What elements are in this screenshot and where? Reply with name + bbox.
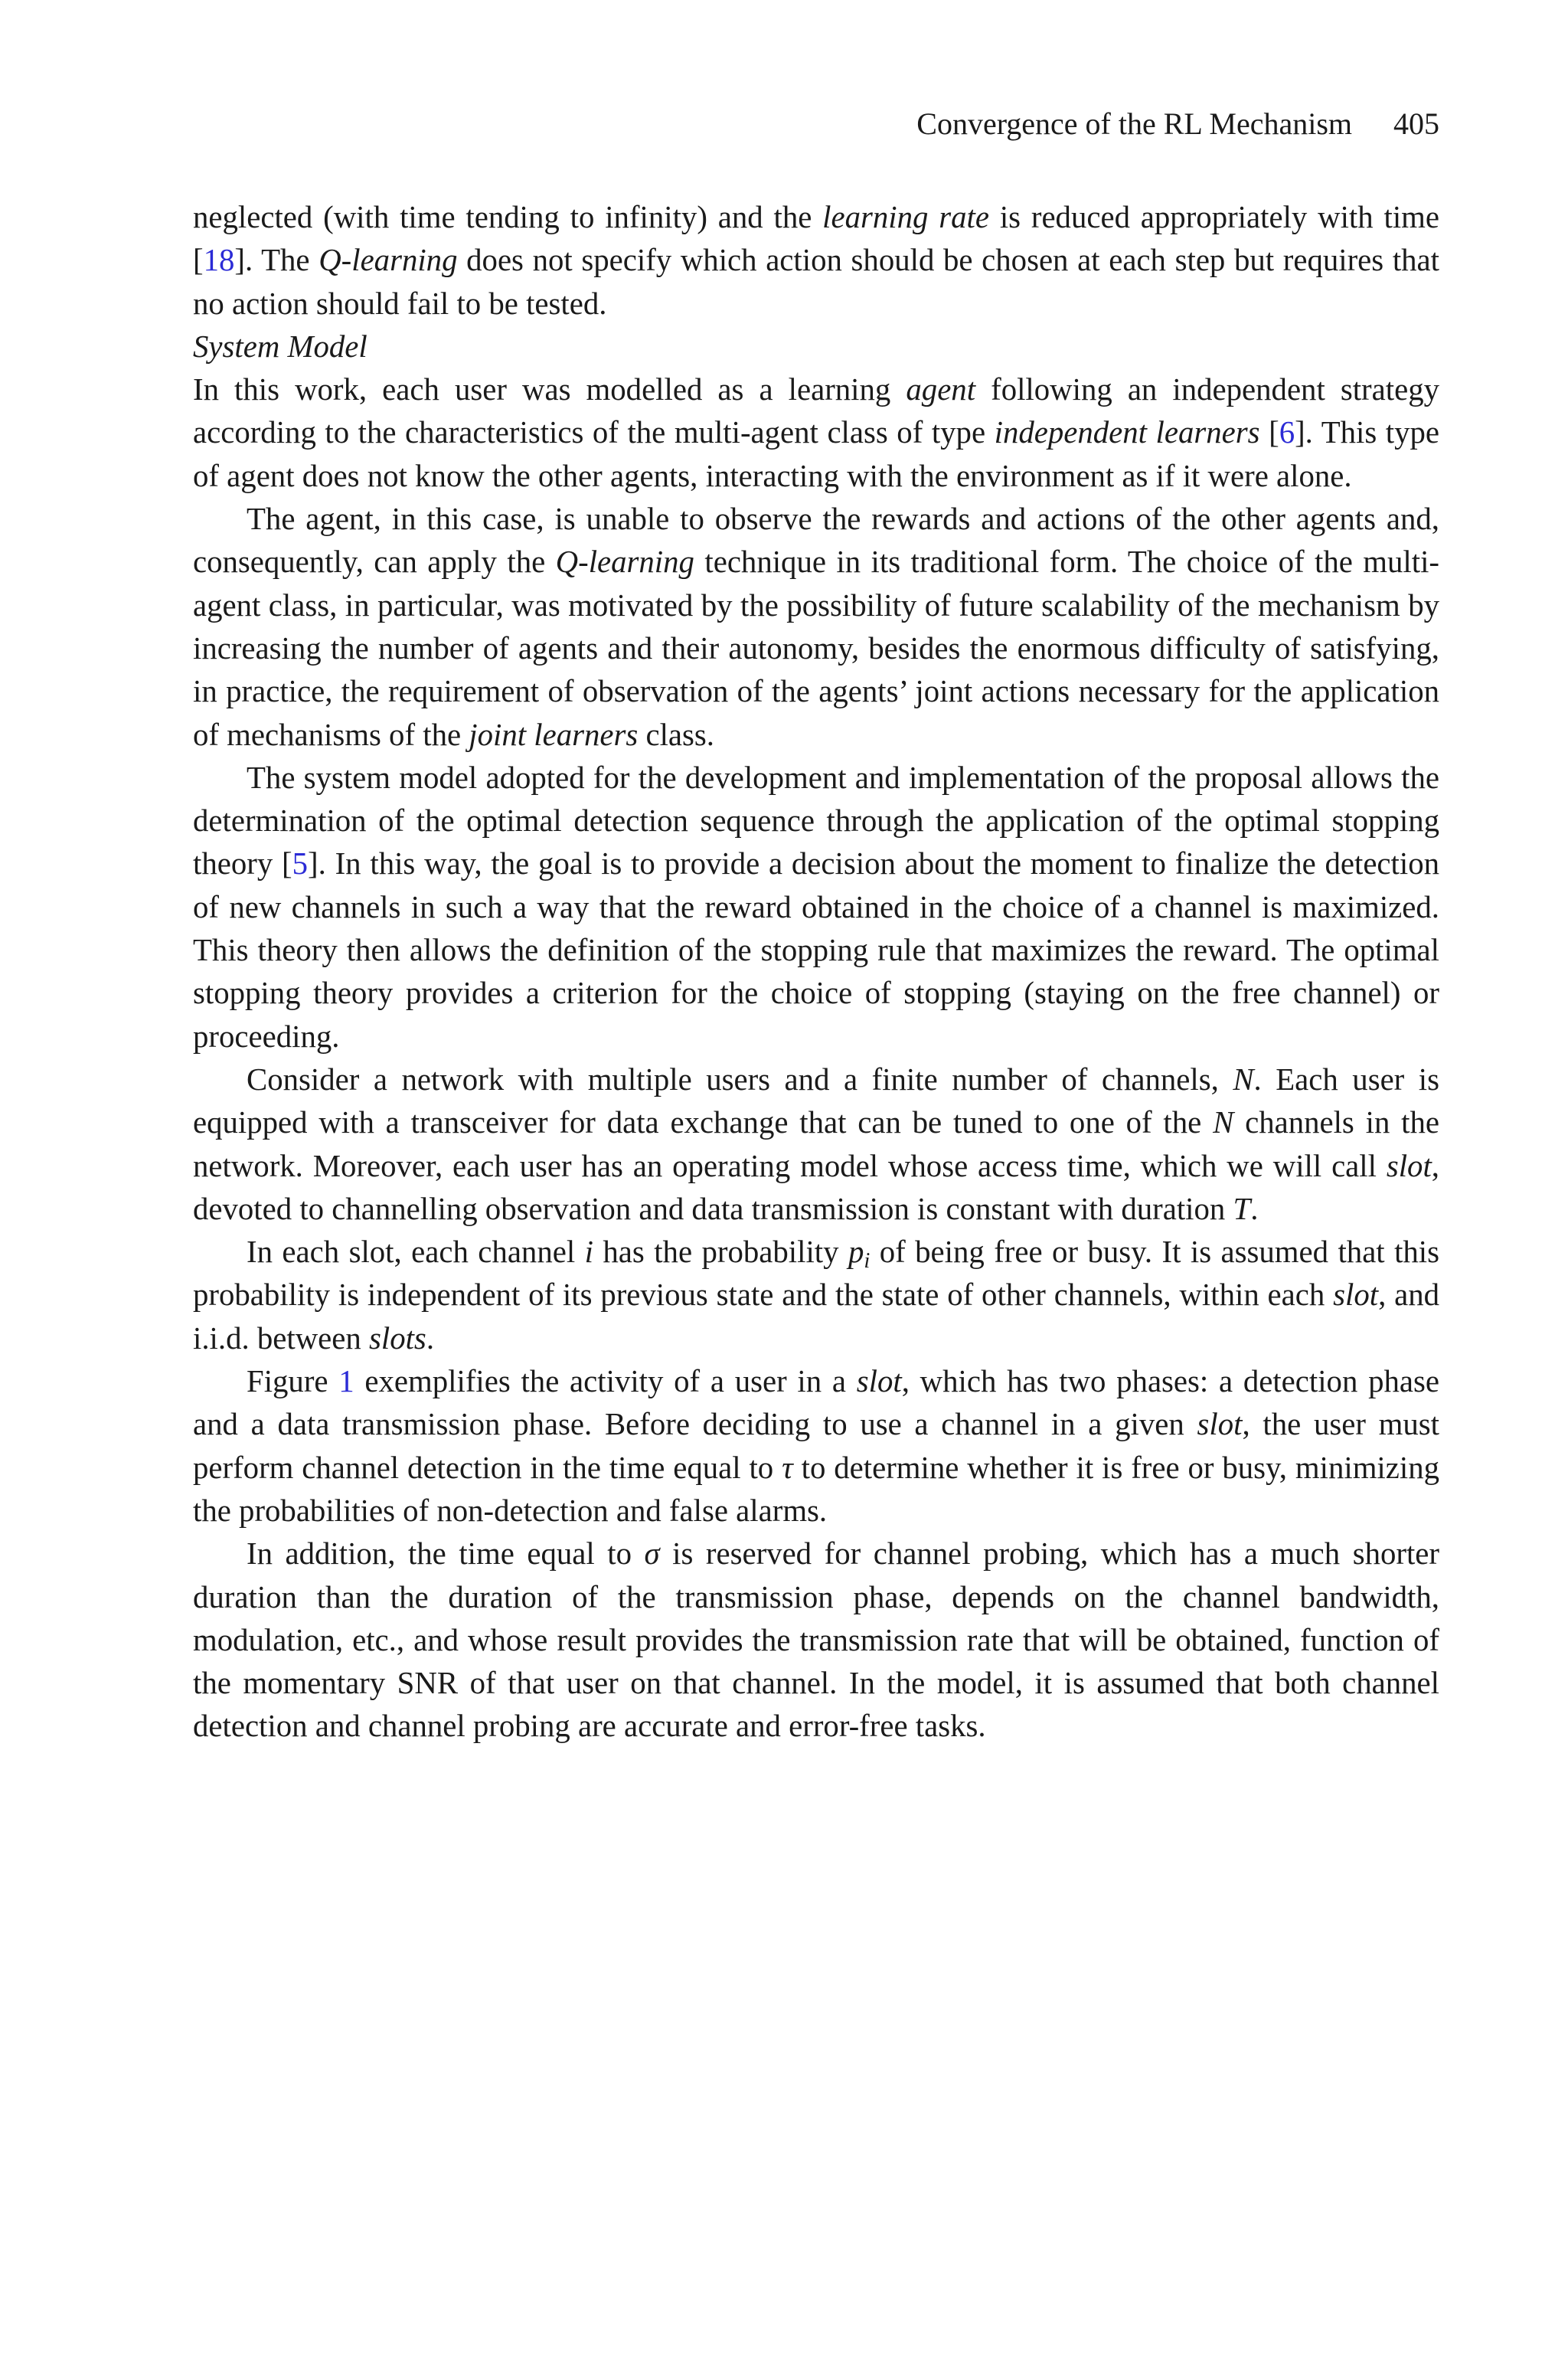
emphasis: joint learners (469, 717, 639, 752)
text-run: exemplifies the activity of a user in a (354, 1364, 857, 1399)
text-run: . Each user is equipped with a transceiver for data exchange that can be tuned to one of the (193, 1061, 1439, 1140)
text-run: does not specify which action should be chosen at each step but requires that no action should fail to be tested. (193, 243, 1439, 321)
running-head (916, 106, 1439, 142)
emphasis: slot (1386, 1148, 1432, 1183)
emphasis: slot (1333, 1277, 1379, 1313)
text-run: ]. This type of agent does not know the other agents, interacting with the environment as if it were alone. (193, 415, 1440, 493)
paragraph-3 (193, 757, 1439, 1058)
page-number: 405 (1393, 106, 1439, 141)
paragraph-continuation (193, 196, 1439, 325)
citation-link[interactable]: 6 (1279, 415, 1295, 450)
paragraph-6 (193, 1360, 1439, 1532)
text-run: ]. In this way, the goal is to provide a decision about the moment to finalize the detection of new channels in such a way that the reward obtained in the choice of a channel is maximized. This theory then allows the definition of the stopping rule that maximizes the reward. The optimal stopping theory provides a criterion for the choice of stopping (staying on the free channel) or proceeding. (193, 846, 1439, 1054)
text-run: , and i.i.d. between (193, 1277, 1439, 1356)
text-run: In addition, the time equal to (247, 1536, 645, 1572)
paragraph-2 (193, 498, 1439, 757)
text-run: neglected (with time tending to infinity) and the (193, 200, 823, 234)
text-run: , which has two phases: a detection phase and a data transmission phase. Before deciding to use a channel in a given (193, 1364, 1439, 1442)
running-title: Convergence of the RL Mechanism (916, 106, 1352, 141)
emphasis: slots (368, 1320, 426, 1356)
emphasis: Q-learning (555, 545, 694, 580)
emphasis: Q-learning (318, 243, 458, 278)
citation-link[interactable]: 5 (292, 846, 309, 882)
text-run: , devoted to channelling observation and data transmission is constant with duration (193, 1148, 1439, 1226)
math-symbol: p (848, 1235, 864, 1270)
text-run: class. (638, 717, 714, 752)
citation-link[interactable]: 18 (203, 243, 235, 278)
paragraph-7 (193, 1532, 1439, 1748)
math-symbol: N (1213, 1105, 1234, 1140)
paragraph-5 (193, 1231, 1439, 1360)
paragraph-4 (193, 1058, 1439, 1231)
text-run: [ (1259, 415, 1279, 450)
text-run: is reduced appropriately with time [ (193, 200, 1440, 278)
body-text (193, 196, 1439, 1748)
text-run: following an independent strategy according to the characteristics of the multi-agent class of type (193, 372, 1439, 450)
text-run: Consider a network with multiple users and a finite number of channels, (247, 1061, 1233, 1097)
paragraph-1 (193, 368, 1439, 498)
text-run: In this work, each user was modelled as a learning (193, 372, 906, 407)
math-symbol: N (1233, 1061, 1254, 1097)
text-run: The agent, in this case, is unable to observe the rewards and actions of the other agents and, consequently, can apply the (193, 502, 1439, 580)
math-symbol: T (1233, 1191, 1251, 1226)
section-heading: System Model (193, 329, 368, 364)
text-run: In each slot, each channel (247, 1235, 585, 1270)
emphasis: independent learners (994, 415, 1260, 450)
math-symbol: i (584, 1235, 593, 1270)
emphasis: learning rate (822, 200, 989, 234)
math-symbol: σ (644, 1536, 660, 1572)
emphasis: slot (1197, 1407, 1243, 1442)
emphasis: agent (906, 372, 976, 407)
figure-link[interactable]: 1 (338, 1364, 354, 1399)
math-subscript: i (864, 1249, 871, 1274)
text-run: of being free or busy. It is assumed that this probability is independent of its previous state and the state of other channels, within each (193, 1235, 1440, 1313)
emphasis: slot (856, 1364, 902, 1399)
text-run: channels in the network. Moreover, each user has an operating model whose access time, which we will call (193, 1105, 1439, 1183)
text-run: , the user must perform channel detection in the time equal to (193, 1407, 1440, 1485)
text-run: Figure (247, 1364, 339, 1399)
text-run: to determine whether it is free or busy, minimizing the probabilities of non-detection and false alarms. (193, 1450, 1439, 1528)
text-run: is reserved for channel probing, which has a much shorter duration than the duration of the transmission phase, depends on the channel bandwidth, modulation, etc., and whose result provides the transmission rate that will be obtained, function of the momentary SNR of that user on that channel. In the model, it is assumed that both channel detection and channel probing are accurate and error-free tasks. (193, 1536, 1439, 1744)
text-run: . (1250, 1191, 1259, 1226)
text-run: . (426, 1320, 435, 1356)
text-run: technique in its traditional form. The choice of the multi-agent class, in particular, was motivated by the possibility of future scalability of the mechanism by increasing the number of agents and their autonomy, besides the enormous difficulty of satisfying, in practice, the requirement of observation of the agents’ joint actions necessary for the application of mechanisms of the (193, 545, 1439, 752)
text-run: ]. The (234, 243, 319, 278)
math-symbol: τ (782, 1450, 793, 1485)
text-run: has the probability (593, 1235, 848, 1270)
text-run: The system model adopted for the development and implementation of the proposal allows the determination of the optimal detection sequence through the application of the optimal stopping theory [ (193, 760, 1439, 882)
